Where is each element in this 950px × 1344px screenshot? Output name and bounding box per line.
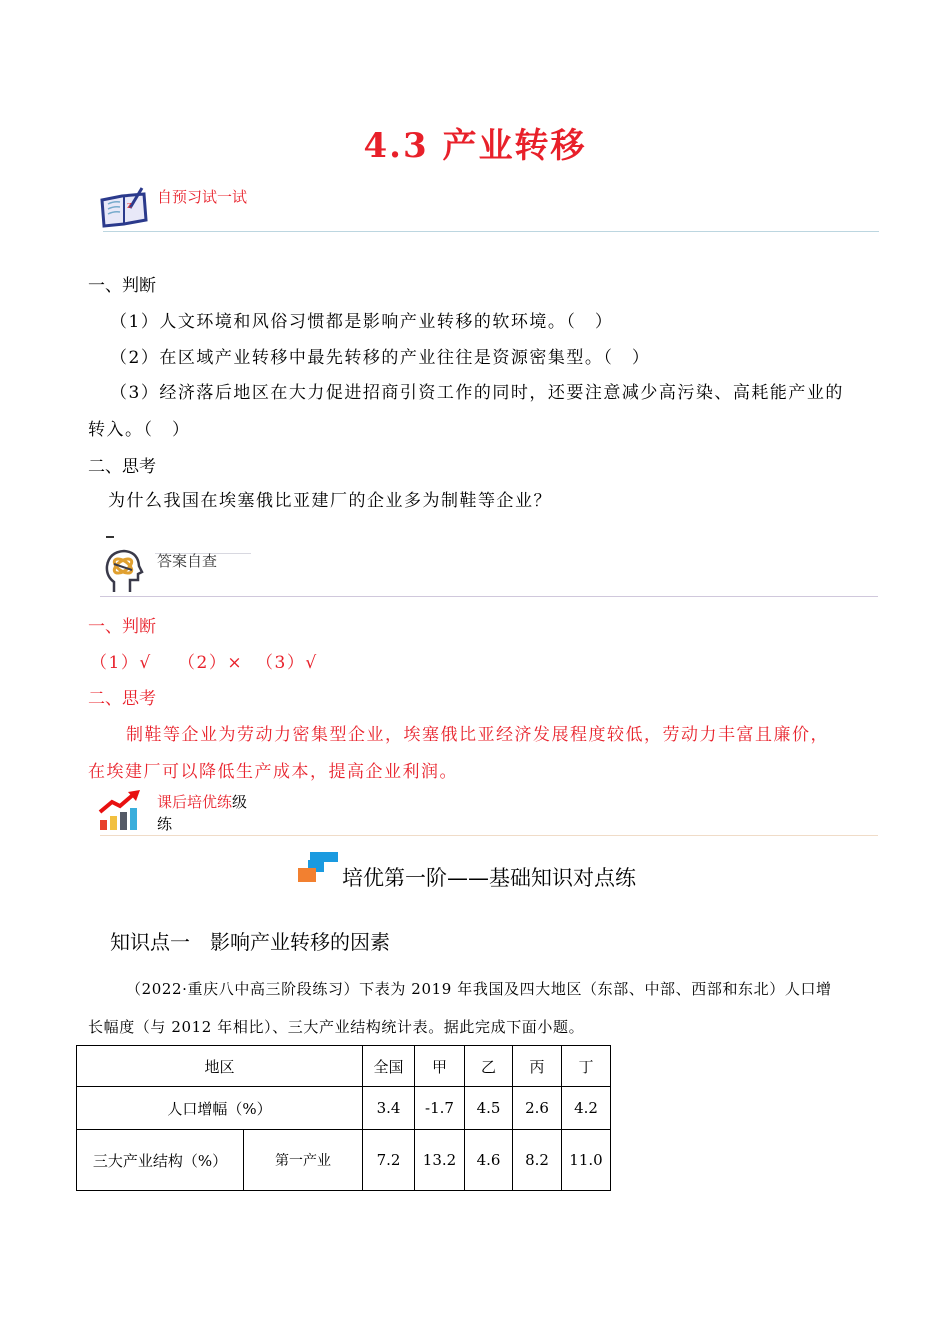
header-cell: 丙 <box>513 1046 562 1087</box>
judge-item: （3）经济落后地区在大力促进招商引资工作的同时，还要注意减少高污染、高耗能产业的 <box>110 383 844 403</box>
header-cell: 甲 <box>415 1046 465 1087</box>
head-icon <box>104 548 144 594</box>
row-sublabel: 第一产业 <box>244 1130 363 1191</box>
table-cell: 3.4 <box>363 1087 415 1130</box>
table-cell: -1.7 <box>415 1087 465 1130</box>
table-cell: 2.6 <box>513 1087 562 1130</box>
judge-heading: 一、判断 <box>88 276 156 296</box>
table-cell: 4.2 <box>562 1087 611 1130</box>
answers-label: 答案自查 <box>157 552 218 570</box>
row-label: 人口增幅（%） <box>77 1087 363 1130</box>
intro-line: （2022·重庆八中高三阶段练习）下表为 2019 年我国及四大地区（东部、中部、西部和东北）人口增 <box>126 980 832 998</box>
preview-label: 自预习试一试 <box>157 188 248 206</box>
judge-item: 转入。（ ） <box>88 420 191 440</box>
table-row <box>77 1130 611 1191</box>
row-label: 三大产业结构（%） <box>77 1130 244 1191</box>
svg-text:z: z <box>127 201 132 211</box>
judge-item: （2）在区域产业转移中最先转移的产业往往是资源密集型。（ ） <box>110 348 651 368</box>
answer-judge-1: （1）√ <box>90 653 152 673</box>
header-cell: 全国 <box>363 1046 415 1087</box>
answer-line: 制鞋等企业为劳动力密集型企业，埃塞俄比亚经济发展程度较低，劳动力丰富且廉价， <box>126 725 829 745</box>
table-cell: 7.2 <box>363 1130 415 1191</box>
growth-chart-icon <box>98 790 142 832</box>
table-row <box>77 1087 611 1130</box>
table-cell: 4.6 <box>465 1130 513 1191</box>
header-cell: 地区 <box>77 1046 363 1087</box>
answer-think-heading: 二、思考 <box>88 689 156 709</box>
think-question: 为什么我国在埃塞俄比亚建厂的企业多为制鞋等企业？ <box>108 491 552 511</box>
statistics-table <box>76 1045 611 1191</box>
practice-label <box>157 791 247 812</box>
header-cell: 丁 <box>562 1046 611 1087</box>
intro-line: 长幅度（与 2012 年相比）、三大产业结构统计表。据此完成下面小题。 <box>88 1018 585 1036</box>
table-cell: 11.0 <box>562 1130 611 1191</box>
think-heading: 二、思考 <box>88 457 156 477</box>
judge-item: （1）人文环境和风俗习惯都是影响产业转移的软环境。（ ） <box>110 312 614 332</box>
stage-title: 培优第一阶——基础知识对点练 <box>342 866 636 890</box>
table-cell: 4.5 <box>465 1087 513 1130</box>
answer-judge-2: （2）× <box>178 653 244 673</box>
practice-label-black: 级 <box>232 793 248 811</box>
answer-judge-3: （3）√ <box>256 653 318 673</box>
book-icon <box>98 186 150 230</box>
header-cell: 乙 <box>465 1046 513 1087</box>
page-title: 4.3 产业转移 <box>363 126 587 166</box>
table-header-row <box>77 1046 611 1087</box>
answer-judge-heading: 一、判断 <box>88 617 156 637</box>
steps-icon <box>298 850 340 882</box>
knowledge-point: 知识点一 影响产业转移的因素 <box>110 930 390 954</box>
answer-line: 在埃建厂可以降低生产成本，提高企业利润。 <box>88 762 458 782</box>
table-cell: 13.2 <box>415 1130 465 1191</box>
practice-label-red: 课后培优练 <box>157 793 233 811</box>
table-cell: 8.2 <box>513 1130 562 1191</box>
practice-label-line2: 练 <box>157 815 173 833</box>
